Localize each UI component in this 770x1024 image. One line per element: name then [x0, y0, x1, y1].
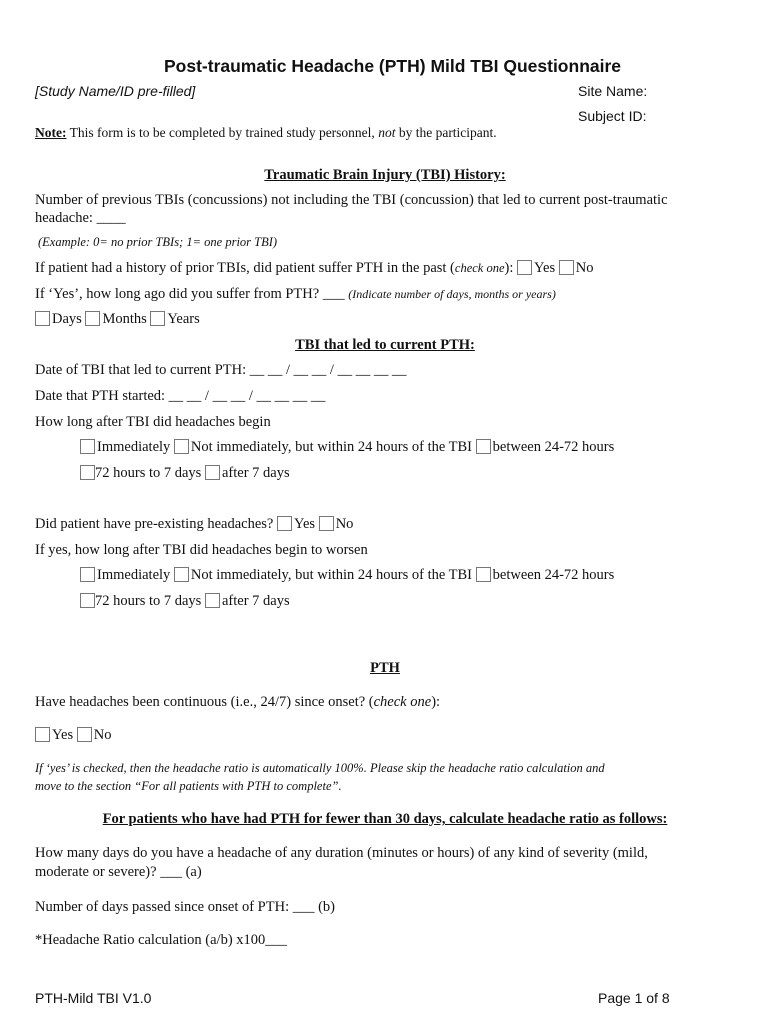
worsen-within24-checkbox[interactable] [174, 567, 189, 582]
how-long-question [35, 286, 556, 303]
worsen-24-72-label: between 24-72 hours [492, 567, 615, 583]
continuous-note-line1: If ‘yes’ is checked, then the headache ratio is automatically 100%. Please skip the headache ratio calculation and [35, 761, 605, 775]
begin-24-72-label: between 24-72 hours [492, 439, 615, 455]
preexisting-yes-label: Yes [293, 516, 316, 532]
worsen-within24-label: Not immediately, but within 24 hours of the TBI [190, 567, 473, 583]
begin-within24-checkbox[interactable] [174, 439, 189, 454]
page-title: Post-traumatic Headache (PTH) Mild TBI Questionnaire [164, 56, 622, 76]
note-not: not [378, 125, 396, 140]
footer-page-number: Page 1 of 8 [598, 990, 670, 1006]
date-pth-field[interactable]: Date that PTH started: __ __ / __ __ / __ __ __ __ [35, 388, 326, 404]
begin-options-row2 [80, 465, 290, 482]
footer-version: PTH-Mild TBI V1.0 [35, 990, 152, 1006]
preexisting-text: Did patient have pre-existing headaches? [35, 516, 274, 532]
continuous-text-end: ): [431, 694, 441, 710]
years-label: Years [167, 311, 200, 327]
prev-tbi-question-line1: Number of previous TBIs (concussions) not including the TBI (concussion) that led to current post-traumatic [35, 192, 668, 208]
continuous-yes-label: Yes [52, 727, 74, 743]
days-label: Days [52, 311, 82, 327]
worsen-options-row2 [80, 593, 290, 610]
preexisting-yes-checkbox[interactable] [277, 516, 292, 531]
begin-immediately-label: Immediately [97, 439, 171, 455]
prior-pth-no-label: No [575, 260, 594, 276]
study-name: [Study Name/ID pre-filled] [35, 83, 196, 99]
prior-pth-yes-label: Yes [534, 260, 556, 276]
begin-72-7-label: 72 hours to 7 days [95, 465, 202, 481]
prior-pth-no-checkbox[interactable] [559, 260, 574, 275]
preexisting-no-checkbox[interactable] [319, 516, 334, 531]
worsen-immediately-checkbox[interactable] [80, 567, 95, 582]
preexisting-no-label: No [335, 516, 354, 532]
prior-pth-question [35, 260, 593, 277]
prev-tbi-example: (Example: 0= no prior TBIs; 1= one prior TBI) [38, 235, 278, 249]
prior-pth-text: If patient had a history of prior TBIs, did patient suffer PTH in the past ( [35, 260, 455, 276]
prior-pth-yes-checkbox[interactable] [517, 260, 532, 275]
headache-days-question-line2[interactable]: moderate or severe)? ___ (a) [35, 864, 202, 880]
ratio-heading: For patients who have had PTH for fewer than 30 days, calculate headache ratio as follows: [102, 811, 668, 827]
date-tbi-field[interactable]: Date of TBI that led to current PTH: __ __ / __ __ / __ __ __ __ [35, 362, 407, 378]
begin-after7-checkbox[interactable] [205, 465, 220, 480]
continuous-yes-checkbox[interactable] [35, 727, 50, 742]
worsen-options-row1 [80, 567, 614, 584]
days-checkbox[interactable] [35, 311, 50, 326]
worsen-72-7-label: 72 hours to 7 days [95, 593, 202, 609]
worsen-after7-label: after 7 days [221, 593, 290, 609]
headache-begin-question: How long after TBI did headaches begin [35, 414, 271, 430]
preexisting-question [35, 516, 353, 533]
continuous-note-line2: move to the section “For all patients with PTH to complete”. [35, 779, 342, 793]
subject-id-label: Subject ID: [578, 108, 647, 124]
how-long-text: If ‘Yes’, how long ago did you suffer from PTH? ___ [35, 286, 345, 302]
ratio-calculation[interactable]: *Headache Ratio calculation (a/b) x100___ [35, 932, 288, 948]
prior-pth-text-end: ): [504, 260, 514, 276]
note-label: Note: [35, 125, 67, 140]
days-passed-question[interactable]: Number of days passed since onset of PTH: ___ (b) [35, 899, 336, 915]
months-label: Months [102, 311, 147, 327]
continuous-no-label: No [93, 727, 112, 743]
worsen-immediately-label: Immediately [97, 567, 171, 583]
begin-after7-label: after 7 days [221, 465, 290, 481]
continuous-no-checkbox[interactable] [77, 727, 92, 742]
years-checkbox[interactable] [150, 311, 165, 326]
begin-within24-label: Not immediately, but within 24 hours of the TBI [190, 439, 473, 455]
how-long-hint: (Indicate number of days, months or years) [348, 287, 556, 301]
continuous-check-one: check one [373, 694, 432, 710]
prev-tbi-question-line2: headache: ____ [35, 210, 126, 226]
tbi-history-heading: Traumatic Brain Injury (TBI) History: [264, 167, 506, 183]
continuous-options [35, 727, 111, 744]
continuous-text: Have headaches been continuous (i.e., 24/7) since onset? ( [35, 694, 374, 710]
headache-days-question-line1: How many days do you have a headache of any duration (minutes or hours) of any kind of severity (mild, [35, 845, 648, 861]
worsen-after7-checkbox[interactable] [205, 593, 220, 608]
begin-immediately-checkbox[interactable] [80, 439, 95, 454]
site-name-label: Site Name: [578, 83, 648, 99]
prior-pth-check-one: check one [454, 261, 505, 275]
worsen-24-72-checkbox[interactable] [476, 567, 491, 582]
pth-heading: PTH [370, 660, 400, 676]
begin-72-7-checkbox[interactable] [80, 465, 95, 480]
worsen-72-7-checkbox[interactable] [80, 593, 95, 608]
worsen-question: If yes, how long after TBI did headaches begin to worsen [35, 542, 368, 558]
current-tbi-heading: TBI that led to current PTH: [295, 337, 475, 353]
note-text-2: by the participant. [395, 125, 497, 140]
note-text-1: This form is to be completed by trained study personnel, [66, 125, 379, 140]
duration-unit-options [35, 311, 200, 328]
continuous-question [35, 694, 440, 711]
begin-options-row1 [80, 439, 614, 456]
months-checkbox[interactable] [85, 311, 100, 326]
form-note [35, 125, 497, 141]
begin-24-72-checkbox[interactable] [476, 439, 491, 454]
